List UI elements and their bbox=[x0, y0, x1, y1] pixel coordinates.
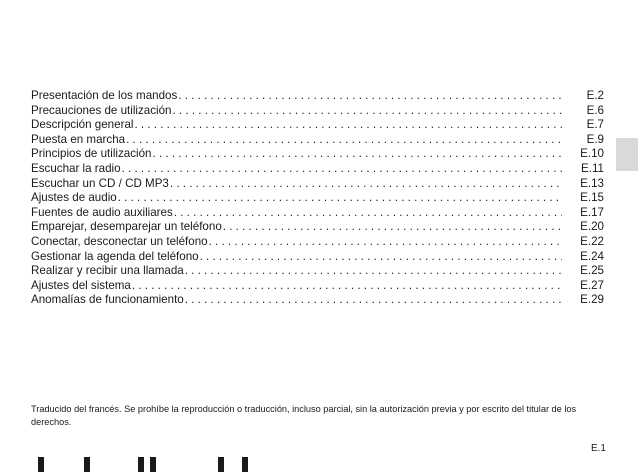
toc-entry[interactable] bbox=[31, 133, 604, 148]
toc-entry-title: Realizar y recibir una llamada bbox=[31, 264, 184, 278]
dot-leader bbox=[178, 89, 562, 104]
toc-entry-page: E.11 bbox=[581, 161, 604, 175]
toc-entry-page: E.20 bbox=[580, 220, 604, 234]
dot-leader bbox=[132, 279, 562, 294]
toc-entry-title: Principios de utilización bbox=[31, 147, 152, 161]
toc-entry[interactable] bbox=[31, 264, 604, 279]
dot-leader bbox=[200, 250, 562, 265]
barcode-graphic bbox=[38, 457, 338, 472]
toc-entry[interactable] bbox=[31, 250, 604, 265]
toc-entry[interactable] bbox=[31, 220, 604, 235]
page-number: E.1 bbox=[590, 443, 606, 454]
dot-leader bbox=[134, 118, 562, 133]
toc-entry-title: Anomalías de funcionamiento bbox=[31, 293, 184, 307]
toc-entry[interactable] bbox=[31, 147, 604, 162]
table-of-contents bbox=[31, 89, 604, 308]
dot-leader bbox=[223, 220, 562, 235]
section-tab-marker bbox=[616, 138, 638, 171]
toc-entry[interactable] bbox=[31, 104, 604, 119]
dot-leader bbox=[173, 104, 563, 119]
toc-entry-page: E.2 bbox=[586, 89, 604, 102]
toc-entry-title: Puesta en marcha bbox=[31, 132, 126, 146]
toc-entry[interactable] bbox=[31, 279, 604, 294]
toc-entry[interactable] bbox=[31, 118, 604, 133]
translation-notice: Traducido del francés. Se prohíbe la reproducción o traducción, incluso parcial, sin la autorización previa y por escrito del titular de los derechos. bbox=[31, 404, 577, 427]
toc-entry-page: E.7 bbox=[586, 118, 604, 132]
toc-entry-title: Gestionar la agenda del teléfono bbox=[31, 249, 199, 263]
dot-leader bbox=[185, 293, 562, 308]
toc-entry[interactable] bbox=[31, 162, 604, 177]
dot-leader bbox=[126, 133, 562, 148]
toc-entry-title: Escuchar la radio bbox=[31, 161, 121, 175]
toc-entry[interactable] bbox=[31, 191, 604, 206]
toc-entry-title: Descripción general bbox=[31, 118, 134, 132]
toc-entry-title: Ajustes del sistema bbox=[31, 278, 131, 292]
toc-entry-title: Presentación de los mandos bbox=[31, 89, 178, 102]
toc-entry-page: E.25 bbox=[580, 264, 604, 278]
toc-entry-page: E.29 bbox=[580, 293, 604, 307]
toc-entry-page: E.15 bbox=[580, 191, 604, 205]
toc-entry[interactable] bbox=[31, 177, 604, 192]
toc-entry[interactable] bbox=[31, 235, 604, 250]
dot-leader bbox=[153, 147, 562, 162]
toc-entry-title: Emparejar, desemparejar un teléfono bbox=[31, 220, 222, 234]
dot-leader bbox=[122, 162, 562, 177]
dot-leader bbox=[118, 191, 562, 206]
dot-leader bbox=[185, 264, 562, 279]
toc-entry-title: Precauciones de utilización bbox=[31, 103, 172, 117]
toc-entry-page: E.27 bbox=[580, 278, 604, 292]
toc-entry-page: E.24 bbox=[580, 249, 604, 263]
dot-leader bbox=[209, 235, 562, 250]
toc-entry-title: Ajustes de audio bbox=[31, 191, 117, 205]
toc-entry[interactable] bbox=[31, 206, 604, 221]
toc-entry-title: Escuchar un CD / CD MP3 bbox=[31, 176, 169, 190]
toc-entry-page: E.13 bbox=[580, 176, 604, 190]
toc-entry-page: E.9 bbox=[586, 132, 604, 146]
toc-entry-title: Conectar, desconectar un teléfono bbox=[31, 234, 208, 248]
dot-leader bbox=[174, 206, 562, 221]
toc-entry-page: E.6 bbox=[586, 103, 604, 117]
toc-entry-page: E.10 bbox=[580, 147, 604, 161]
toc-entry[interactable] bbox=[31, 293, 604, 308]
toc-entry-title: Fuentes de audio auxiliares bbox=[31, 205, 173, 219]
toc-entry-page: E.17 bbox=[580, 205, 604, 219]
toc-entry[interactable] bbox=[31, 89, 604, 104]
toc-entry-page: E.22 bbox=[580, 234, 604, 248]
dot-leader bbox=[170, 177, 562, 192]
